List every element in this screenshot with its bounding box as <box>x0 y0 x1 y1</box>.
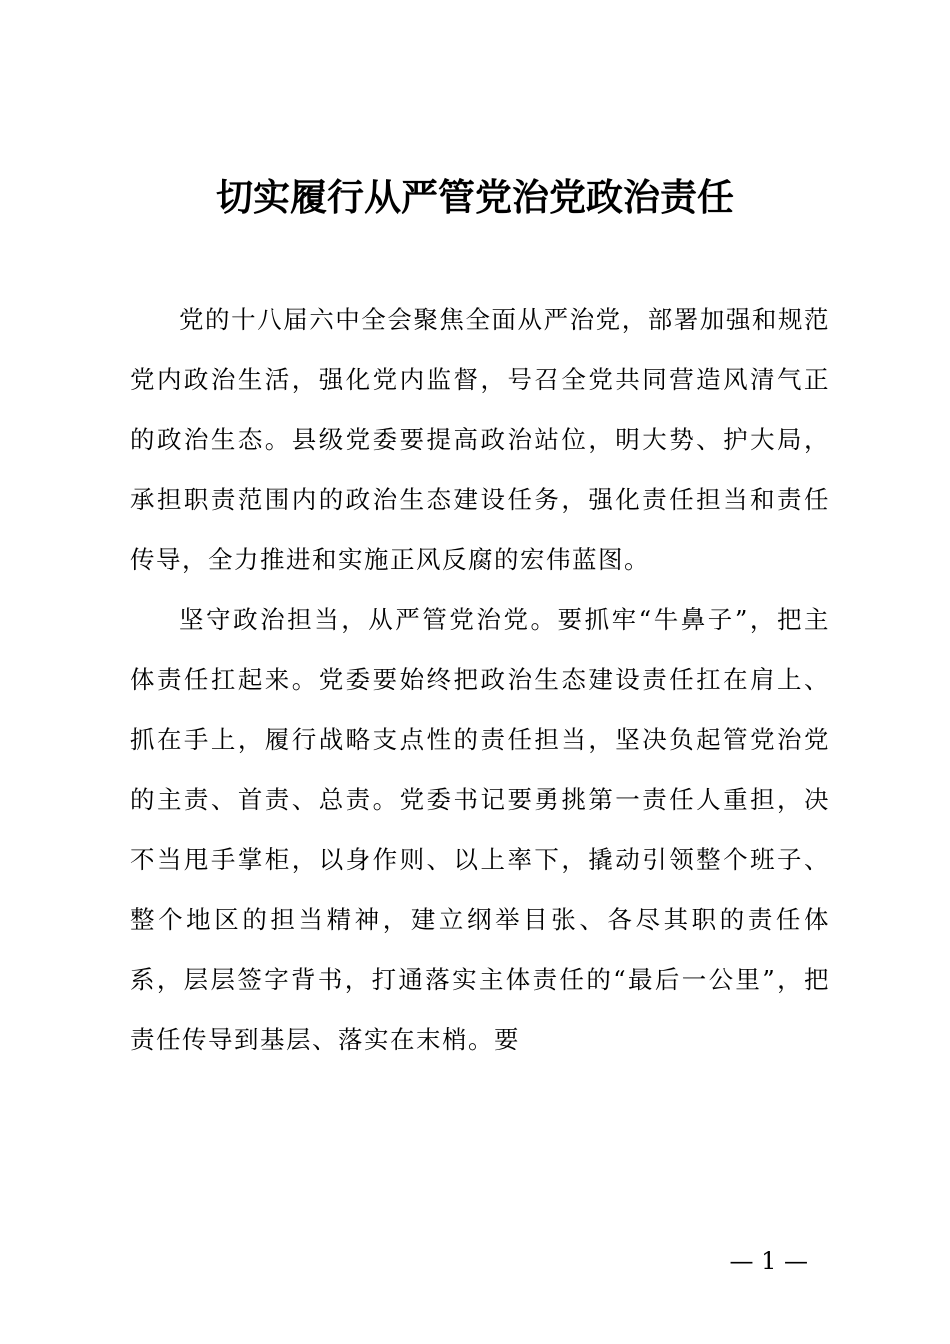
document-title: 切实履行从严管党治党政治责任 <box>216 176 734 219</box>
paragraph-1: 党的十八届六中全会聚焦全面从严治党，部署加强和规范党内政治生活，强化党内监督，号召全党共同营造风清气正的政治生态。县级党委要提高政治站位，明大势、护大局，承担职责范围内的政治生态建设任务，强化责任担当和责任传导，全力推进和实施正风反腐的宏伟蓝图。 <box>130 305 830 574</box>
page-number: — 1 — <box>729 1247 808 1275</box>
paragraph-2: 坚守政治担当，从严管党治党。要抓牢“牛鼻子”，把主体责任扛起来。党委要始终把政治生态建设责任扛在肩上、抓在手上，履行战略支点性的责任担当，坚决负起管党治党的主责、首责、总责。党委书记要勇挑第一责任人重担，决不当甩手掌柜，以身作则、以上率下，撬动引领整个班子、整个地区的担当精神，建立纲举目张、各尽其职的责任体系，层层签字背书，打通落实主体责任的“最后一公里”，把责任传导到基层、落实在末梢。要 <box>130 605 830 1054</box>
document-body <box>130 290 830 1070</box>
